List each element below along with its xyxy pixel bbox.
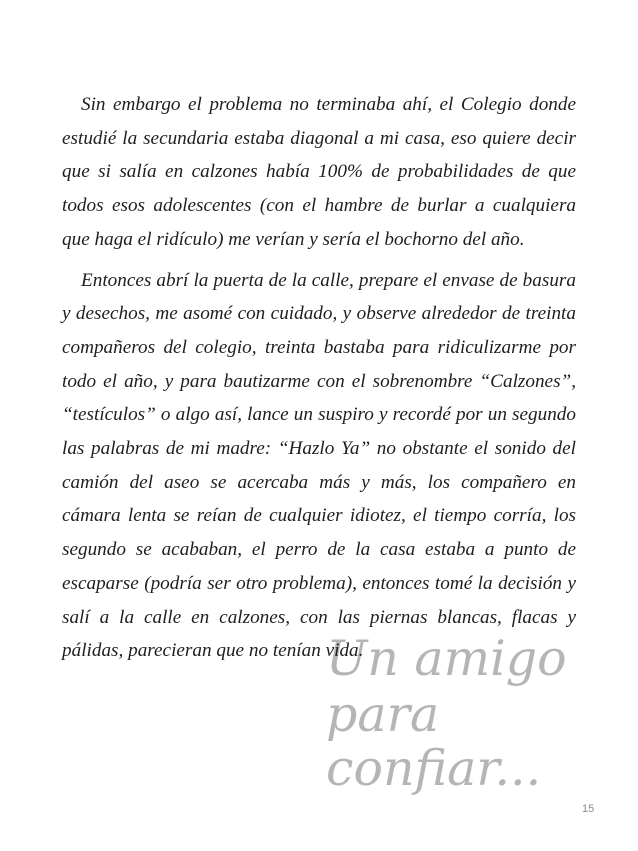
page-number: 15 (582, 803, 595, 815)
paragraph: Sin embargo el problema no terminaba ahí, el Colegio donde estudié la secundaria estaba diagonal a mi casa, eso quiere decir que si salía en calzones había 100% de probabilidades de que todos esos adolescentes (con el hambre de burlar a cualquiera que haga el ridículo) me verían y sería el bochorno del año. (62, 94, 576, 250)
watermark-line: para (326, 686, 440, 743)
watermark-line: confiar... (326, 740, 542, 797)
paragraph: Entonces abrí la puerta de la calle, prepare el envase de basura y desechos, me asomé con cuidado, y observe alrededor de treinta compañeros del colegio, treinta bastaba para ridiculizarme por todo el año, y para bautizarme con el sobrenombre “Calzones”, “testículos” o algo así, lance un suspiro y recordé por un segundo las palabras de mi madre: “Hazlo Ya” no obstante el sonido del camión del aseo se acercaba más y más, los compañero en cámara lenta se reían de cualquier idiotez, el tiempo corría, los segundo se acababan, el perro de la casa estaba a punto de escaparse (podría ser otro problema), entonces tomé la decisión y salí a la calle en calzones, con las piernas blancas, flacas y pálidas, parecieran que no tenían vida. (62, 269, 576, 662)
watermark-line: Un amigo (326, 630, 567, 687)
body-text (62, 88, 576, 668)
